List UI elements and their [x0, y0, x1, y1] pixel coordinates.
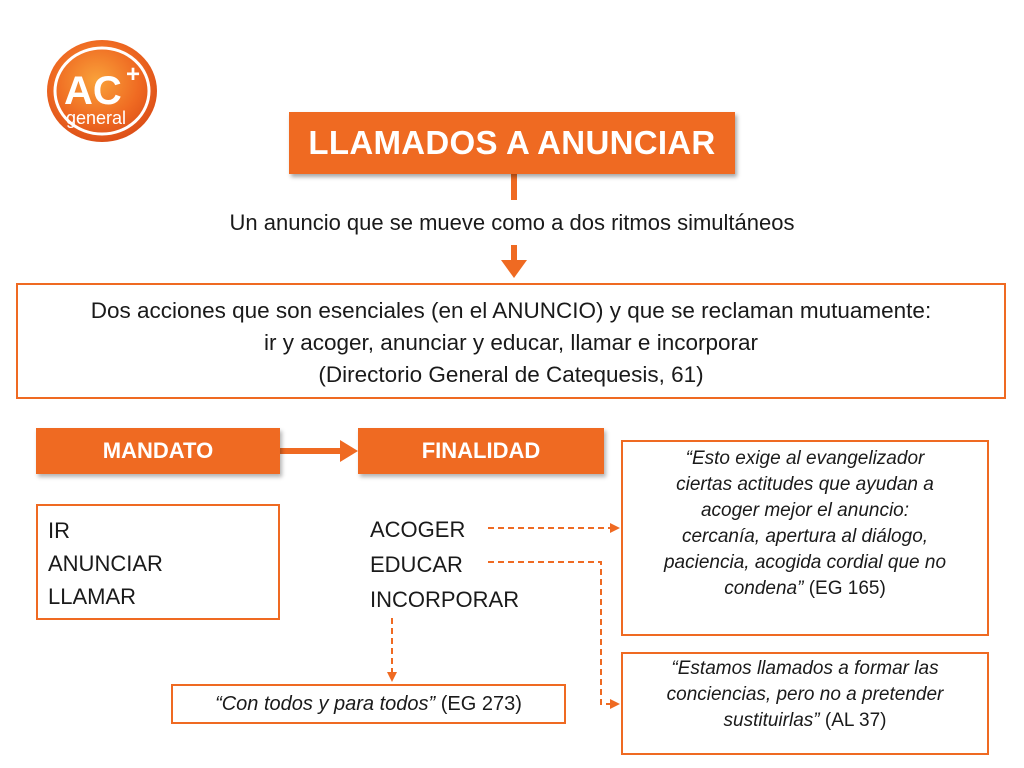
main-line-3: (Directorio General de Catequesis, 61) [318, 362, 704, 387]
mandato-item: ANUNCIAR [48, 551, 163, 576]
acoger-arrow-head [610, 523, 620, 533]
educar-arrow-head [610, 699, 620, 709]
subtitle: Un anuncio que se mueve como a dos ritmos simultáneos [229, 210, 795, 235]
main-arrow-head [501, 260, 527, 278]
mandato-item: LLAMAR [48, 584, 137, 609]
quote-acoger [621, 440, 989, 636]
quote-acoger-line: “Esto exige al evangelizador [685, 448, 925, 469]
quote-educar [621, 652, 989, 755]
finalidad-item-acoger: ACOGER [370, 517, 466, 542]
main-line-2: ir y acoger, anunciar y educar, llamar e incorporar [264, 330, 758, 355]
finalidad-header-label: FINALIDAD [421, 438, 541, 463]
quote-incorporar [171, 684, 566, 724]
quote-educar-line: sustituirlas” [723, 710, 820, 731]
finalidad-header [358, 428, 604, 474]
incorporar-arrow-head [387, 672, 397, 682]
mandato-list [36, 504, 280, 620]
quote-acoger-line: ciertas actitudes que ayudan a [676, 474, 934, 495]
main-line-1: Dos acciones que son esenciales (en el ANUNCIO) y que se reclaman mutuamente: [90, 298, 932, 323]
quote-acoger-line: acoger mejor el anuncio: [700, 500, 910, 521]
mandato-header [36, 428, 280, 474]
mandato-item: IR [48, 518, 70, 543]
finalidad-item-incorporar: INCORPORAR [370, 587, 520, 612]
quote-acoger-ref: (EG 165) [803, 578, 886, 599]
quote-acoger-line: condena” [724, 578, 804, 599]
mandato-finalidad-arrow-head [340, 440, 358, 462]
quote-educar-ref: (AL 37) [819, 710, 887, 731]
logo-plus: + [126, 61, 141, 88]
logo-letters: AC [64, 69, 122, 113]
quote-acoger-line: paciencia, acogida cordial que no [663, 552, 947, 573]
finalidad-list [370, 512, 519, 617]
mandato-header-label: MANDATO [102, 438, 214, 463]
page-title: LLAMADOS A ANUNCIAR [308, 124, 716, 161]
main-box [16, 283, 1006, 399]
quote-educar-line: “Estamos llamados a formar las [671, 658, 939, 679]
title-box [289, 112, 735, 174]
quote-incorporar-ref: (EG 273) [435, 693, 522, 715]
quote-acoger-line: cercanía, apertura al diálogo, [681, 526, 929, 547]
quote-educar-line: conciencias, pero no a pretender [666, 684, 944, 705]
finalidad-item-educar: EDUCAR [370, 552, 463, 577]
logo-word: general [66, 108, 127, 128]
quote-incorporar-text: “Con todos y para todos” [215, 693, 436, 715]
